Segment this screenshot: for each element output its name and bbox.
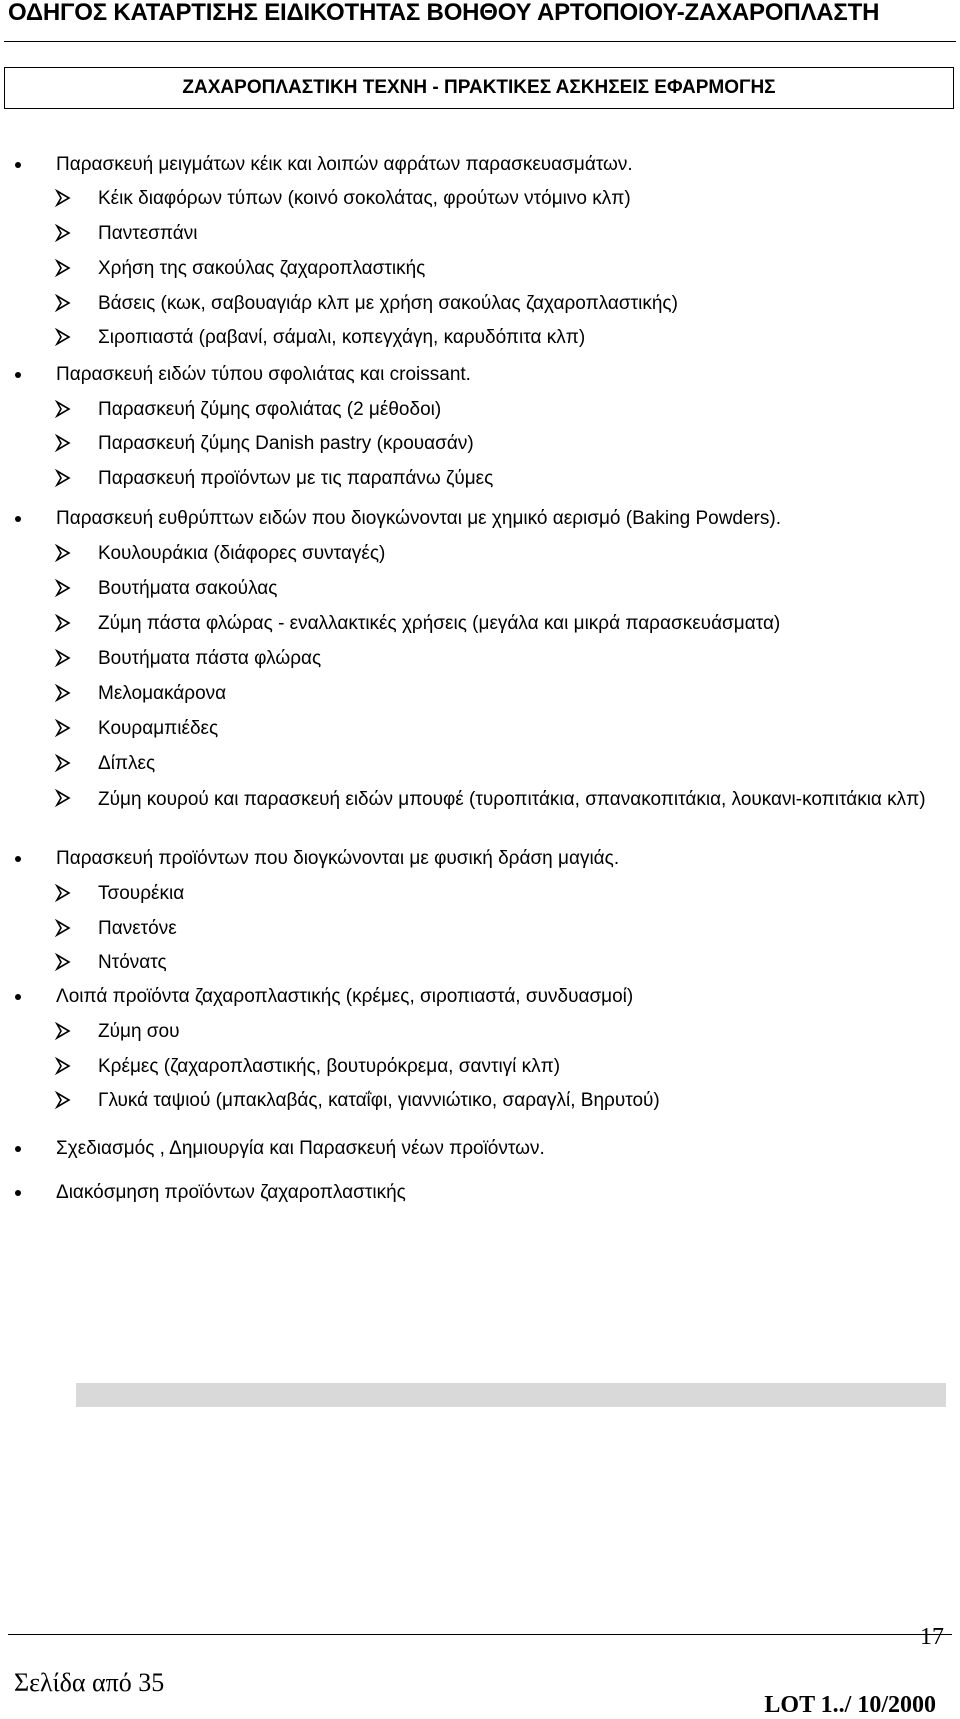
list-item-text: Παρασκευή μειγμάτων κέικ και λοιπών αφράτων παρασκευασμάτων. bbox=[56, 154, 633, 175]
bullet-dot-icon bbox=[15, 994, 21, 1000]
arrowhead-icon bbox=[54, 919, 72, 937]
arrowhead-icon bbox=[54, 649, 72, 667]
sub-list-item-text: Δίπλες bbox=[98, 753, 156, 774]
sub-list-item-text: Ζύμη σου bbox=[98, 1021, 180, 1042]
list-item-text: Σχεδιασμός , Δημιουργία και Παρασκευή νέων προϊόντων. bbox=[56, 1138, 545, 1159]
arrowhead-icon bbox=[54, 259, 72, 277]
arrowhead-icon bbox=[54, 754, 72, 772]
arrowhead-icon bbox=[54, 189, 72, 207]
bullet-dot-icon bbox=[15, 1190, 21, 1196]
list-item-text: Λοιπά προϊόντα ζαχαροπλαστικής (κρέμες, σιροπιαστά, συνδυασμοί) bbox=[56, 986, 634, 1007]
arrowhead-icon bbox=[54, 400, 72, 418]
arrowhead-icon bbox=[54, 884, 72, 902]
sub-list-item-text: Βουτήματα πάστα φλώρας bbox=[98, 648, 322, 669]
page-number: 17 bbox=[920, 1624, 944, 1650]
footer-rule bbox=[8, 1634, 952, 1635]
list-item-text: Παρασκευή ευθρύπτων ειδών που διογκώνονται με χημικό αερισμό (Baking Powders). bbox=[56, 508, 781, 529]
arrowhead-icon bbox=[54, 1057, 72, 1075]
arrowhead-icon bbox=[54, 469, 72, 487]
arrowhead-icon bbox=[54, 1091, 72, 1109]
sub-list-item-text: Κουραμπιέδες bbox=[98, 718, 219, 739]
sub-list-item-text: Παρασκευή ζύμης σφολιάτας (2 μέθοδοι) bbox=[98, 399, 442, 420]
arrowhead-icon bbox=[54, 719, 72, 737]
arrowhead-icon bbox=[54, 953, 72, 971]
section-title-box bbox=[4, 67, 954, 109]
title-underline bbox=[4, 41, 956, 42]
sub-list-item-text: Ζύμη πάστα φλώρας - εναλλακτικές χρήσεις (μεγάλα και μικρά παρασκευάσματα) bbox=[98, 613, 781, 634]
sub-list-item-text: Παντεσπάνι bbox=[98, 223, 198, 244]
sub-list-item-text: Μελομακάρονα bbox=[98, 683, 227, 704]
list-item-text: Παρασκευή προϊόντων που διογκώνονται με φυσική δράση μαγιάς. bbox=[56, 848, 620, 869]
arrowhead-icon bbox=[54, 579, 72, 597]
sub-list-item-text: Βάσεις (κωκ, σαβουαγιάρ κλπ με χρήση σακούλας ζαχαροπλαστικής) bbox=[98, 293, 678, 314]
bullet-dot-icon bbox=[15, 516, 21, 522]
arrowhead-icon bbox=[54, 434, 72, 452]
sub-list-item-text: Πανετόνε bbox=[98, 918, 177, 939]
document-title: ΟΔΗΓΟΣ ΚΑΤΑΡΤΙΣΗΣ ΕΙΔΙΚΟΤΗΤΑΣ ΒΟΗΘΟΥ ΑΡΤΟΠΟΙΟΥ-ΖΑΧΑΡΟΠΛΑΣΤΗ bbox=[8, 0, 880, 26]
bullet-dot-icon bbox=[15, 1146, 21, 1152]
arrowhead-icon bbox=[54, 294, 72, 312]
sub-list-item-text: Κέικ διαφόρων τύπων (κοινό σοκολάτας, φρούτων ντόμινο κλπ) bbox=[98, 188, 631, 209]
sub-list-item-text: Παρασκευή προϊόντων με τις παραπάνω ζύμες bbox=[98, 468, 494, 489]
arrowhead-icon bbox=[54, 1022, 72, 1040]
arrowhead-icon bbox=[54, 224, 72, 242]
arrowhead-icon bbox=[54, 544, 72, 562]
sub-list-item-text: Σιροπιαστά (ραβανί, σάμαλι, κοπεγχάγη, καρυδόπιτα κλπ) bbox=[98, 327, 586, 348]
bullet-dot-icon bbox=[15, 162, 21, 168]
sub-list-item-text: Ζύμη κουρού και παρασκευή ειδών μπουφέ (τυροπιτάκια, σπανακοπιτάκια, λουκανι-κοπιτάκια κλπ) bbox=[98, 789, 926, 810]
grey-shaded-bar bbox=[76, 1383, 946, 1407]
sub-list-item-text: Παρασκευή ζύμης Danish pastry (κρουασάν) bbox=[98, 433, 474, 454]
sub-list-item-text: Κρέμες (ζαχαροπλαστικής, βουτυρόκρεμα, σαντιγί κλπ) bbox=[98, 1056, 561, 1077]
list-item-text: Παρασκευή ειδών τύπου σφολιάτας και croissant. bbox=[56, 364, 471, 385]
sub-list-item-text: Γλυκά ταψιού (μπακλαβάς, καταΐφι, γιαννιώτικο, σαραγλί, Βηρυτού) bbox=[98, 1090, 660, 1111]
page-of-total: Σελίδα από 35 bbox=[14, 1668, 165, 1697]
section-title: ΖΑΧΑΡΟΠΛΑΣΤΙΚΗ ΤΕΧΝΗ - ΠΡΑΚΤΙΚΕΣ ΑΣΚΗΣΕΙΣ ΕΦΑΡΜΟΓΗΣ bbox=[182, 77, 776, 98]
lot-reference: LOT 1../ 10/2000 bbox=[764, 1692, 936, 1718]
arrowhead-icon bbox=[54, 328, 72, 346]
bullet-dot-icon bbox=[15, 372, 21, 378]
sub-list-item-text: Κουλουράκια (διάφορες συνταγές) bbox=[98, 543, 386, 564]
list-item-text: Διακόσμηση προϊόντων ζαχαροπλαστικής bbox=[56, 1182, 406, 1203]
arrowhead-icon bbox=[54, 684, 72, 702]
bullet-dot-icon bbox=[15, 856, 21, 862]
arrowhead-icon bbox=[54, 614, 72, 632]
sub-list-item-text: Τσουρέκια bbox=[98, 883, 185, 904]
sub-list-item-text: Βουτήματα σακούλας bbox=[98, 578, 278, 599]
arrowhead-icon bbox=[54, 789, 72, 807]
sub-list-item-text: Χρήση της σακούλας ζαχαροπλαστικής bbox=[98, 258, 426, 279]
sub-list-item-text: Ντόνατς bbox=[98, 952, 167, 973]
